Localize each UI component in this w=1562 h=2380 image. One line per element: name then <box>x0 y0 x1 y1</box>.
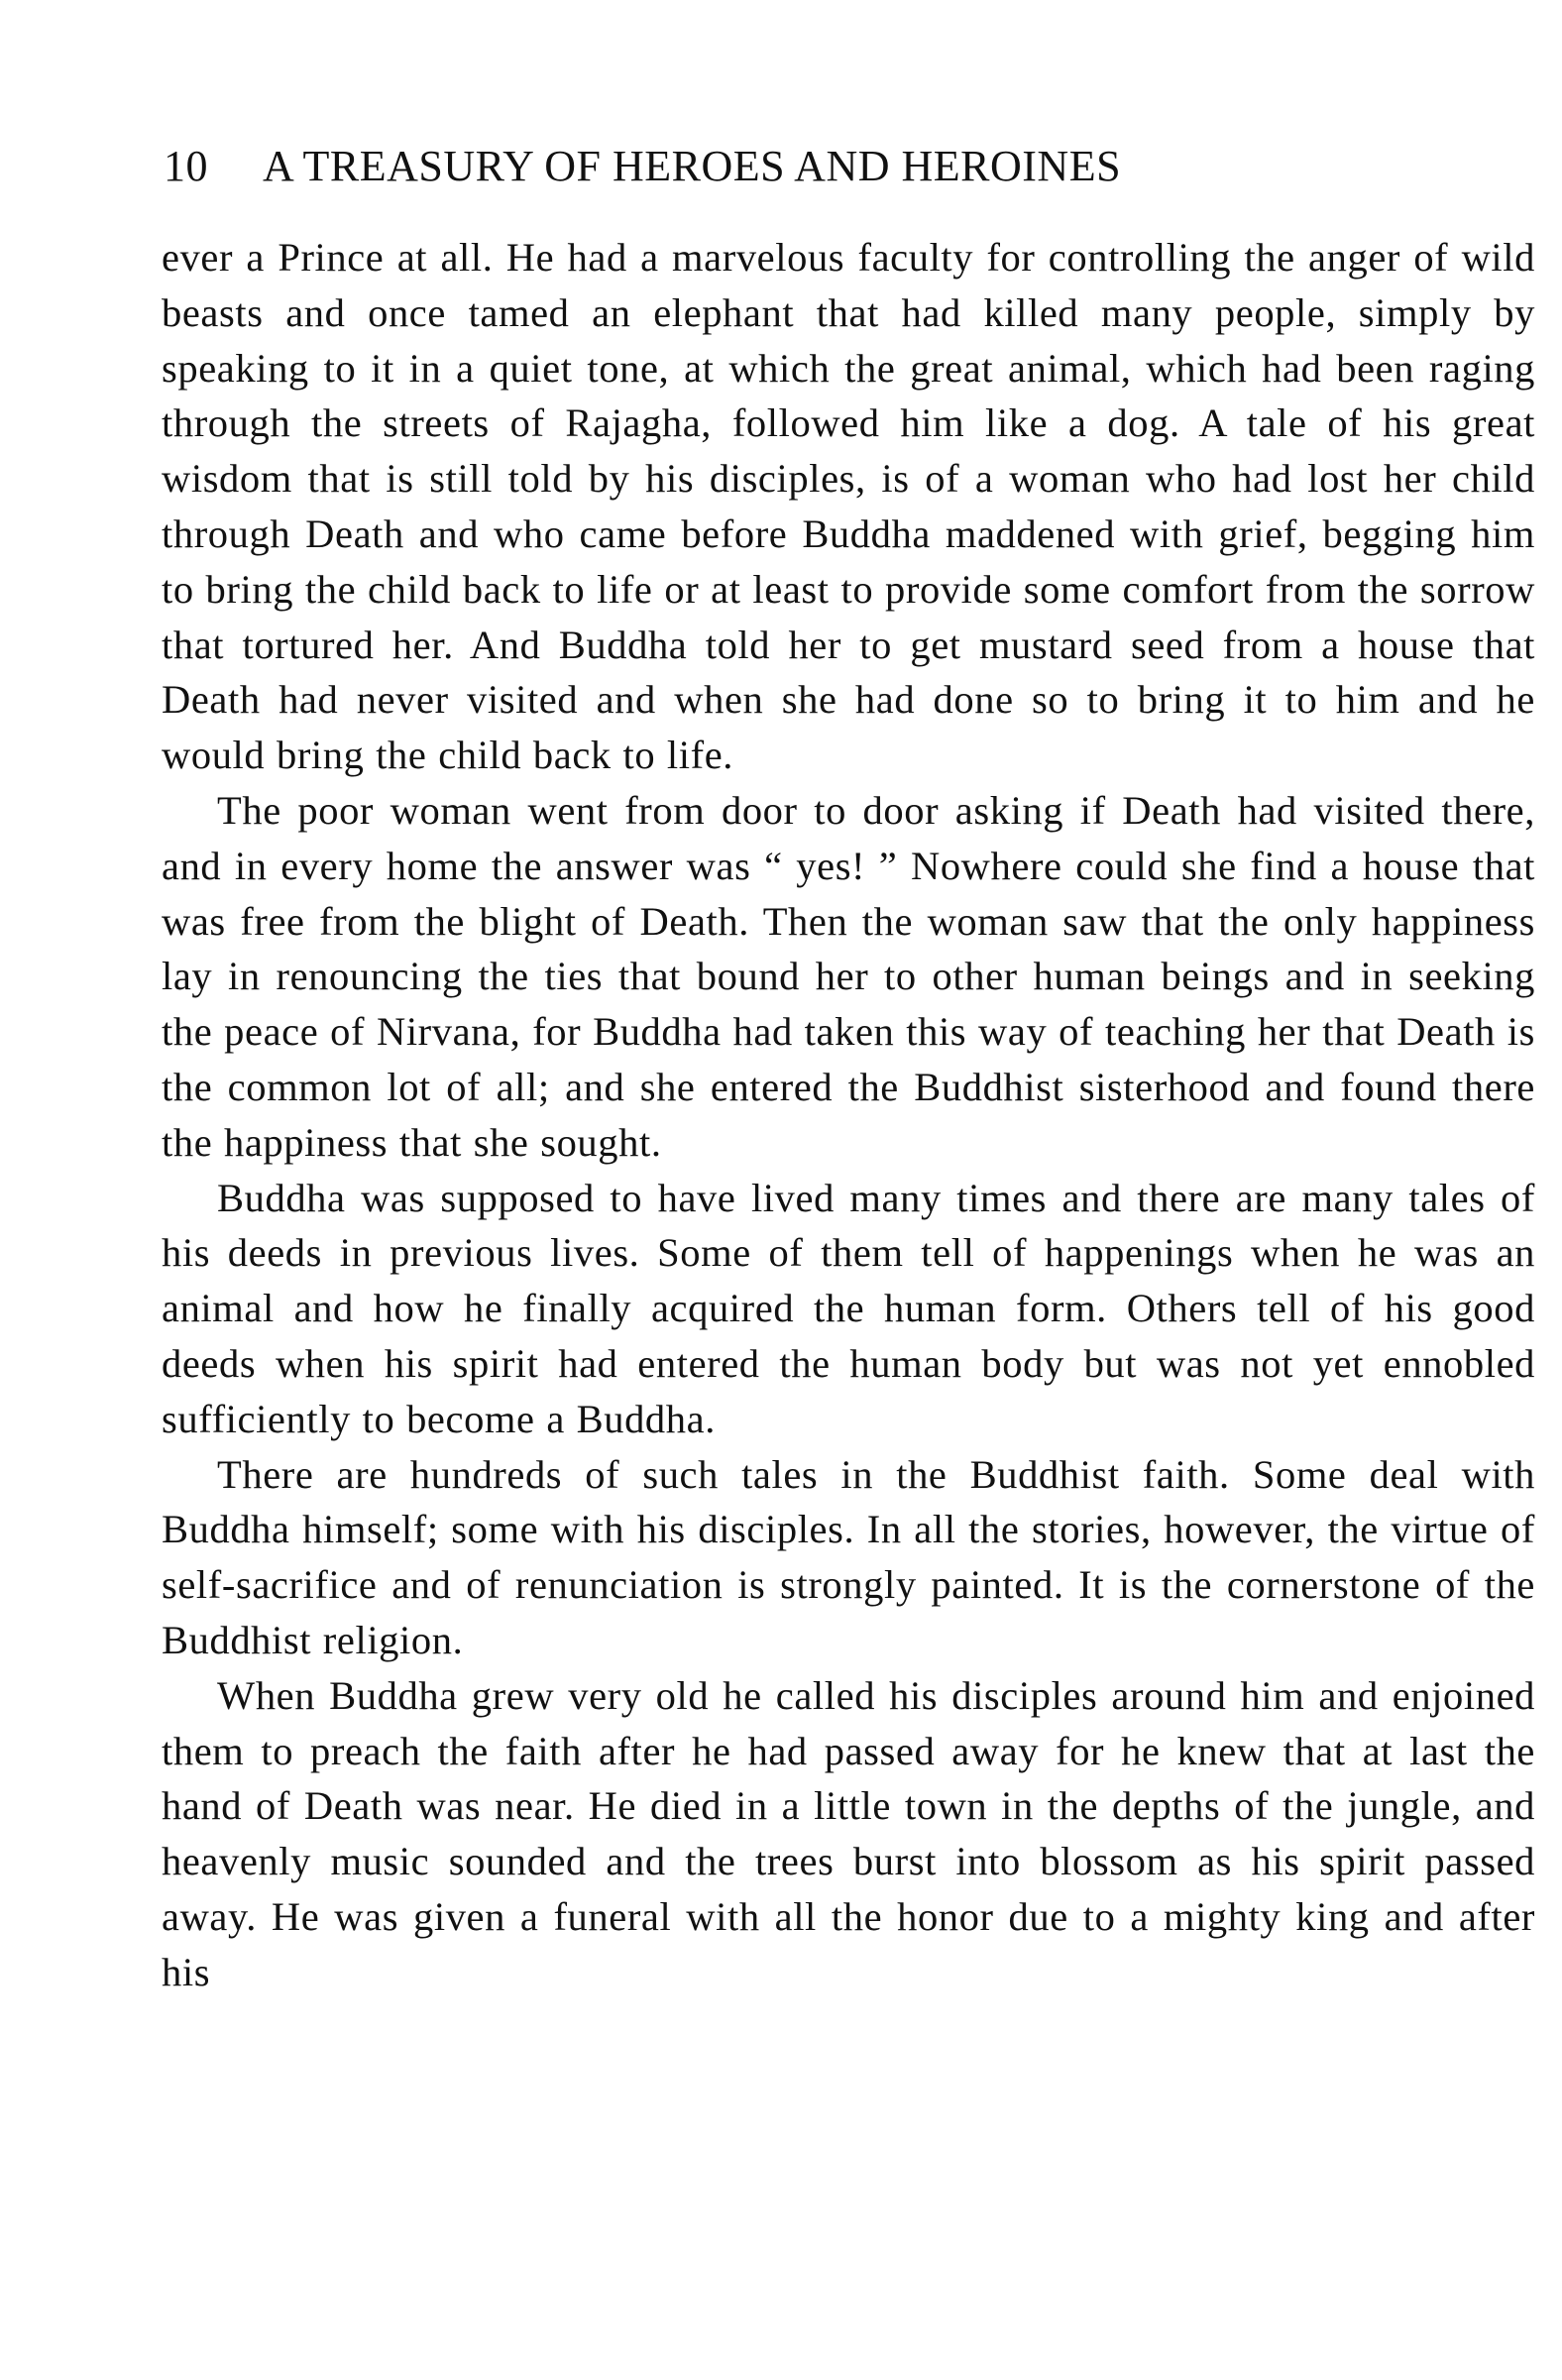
paragraph: Buddha was supposed to have lived many times and there are many tales of his deeds in previous lives. Some of them tell of happenings when he was an animal and how he finally acquired the human form. Others tell of his good deeds when his spirit had entered the human body but was not yet ennobled sufficiently to become a Buddha. <box>162 1175 1535 1441</box>
page-number: 10 <box>164 142 208 190</box>
body-text <box>162 230 1535 2000</box>
paragraph: When Buddha grew very old he called his disciples around him and enjoined them to preach the faith after he had passed away for he knew that at last the hand of Death was near. He died in a little town in the depths of the jungle, and heavenly music sounded and the trees burst into blossom as his spirit passed away. He was given a funeral with all the honor due to a mighty king and after his <box>162 1672 1535 1994</box>
running-title: A TREASURY OF HEROES AND HEROINES <box>263 142 1122 190</box>
running-header <box>164 137 1402 196</box>
paragraph: ever a Prince at all. He had a marvelous faculty for controlling the anger of wild beasts and once tamed an elephant that had killed many people, simply by speaking to it in a quiet tone, at which the great animal, which had been raging through the streets of Rajagha, followed him like a dog. A tale of his great wisdom that is still told by his disciples, is of a woman who had lost her child through Death and who came before Buddha maddened with grief, begging him to bring the child back to life or at least to provide some comfort from the sorrow that tortured her. And Buddha told her to get mustard seed from a house that Death had never visited and when she had done so to bring it to him and he would bring the child back to life. <box>162 235 1535 778</box>
paragraph: The poor woman went from door to door asking if Death had visited there, and in every home the answer was “ yes! ” Nowhere could she find a house that was free from the blight of Death. Then the woman saw that the only happiness lay in renouncing the ties that bound her to other human beings and in seeking the peace of Nirvana, for Buddha had taken this way of teaching her that Death is the common lot of all; and she entered the Buddhist sisterhood and found there the happiness that she sought. <box>162 787 1535 1165</box>
paragraph: There are hundreds of such tales in the Buddhist faith. Some deal with Buddha himself; some with his disciples. In all the stories, however, the virtue of self-sacrifice and of renunciation is strongly painted. It is the cornerstone of the Buddhist religion. <box>162 1451 1535 1662</box>
